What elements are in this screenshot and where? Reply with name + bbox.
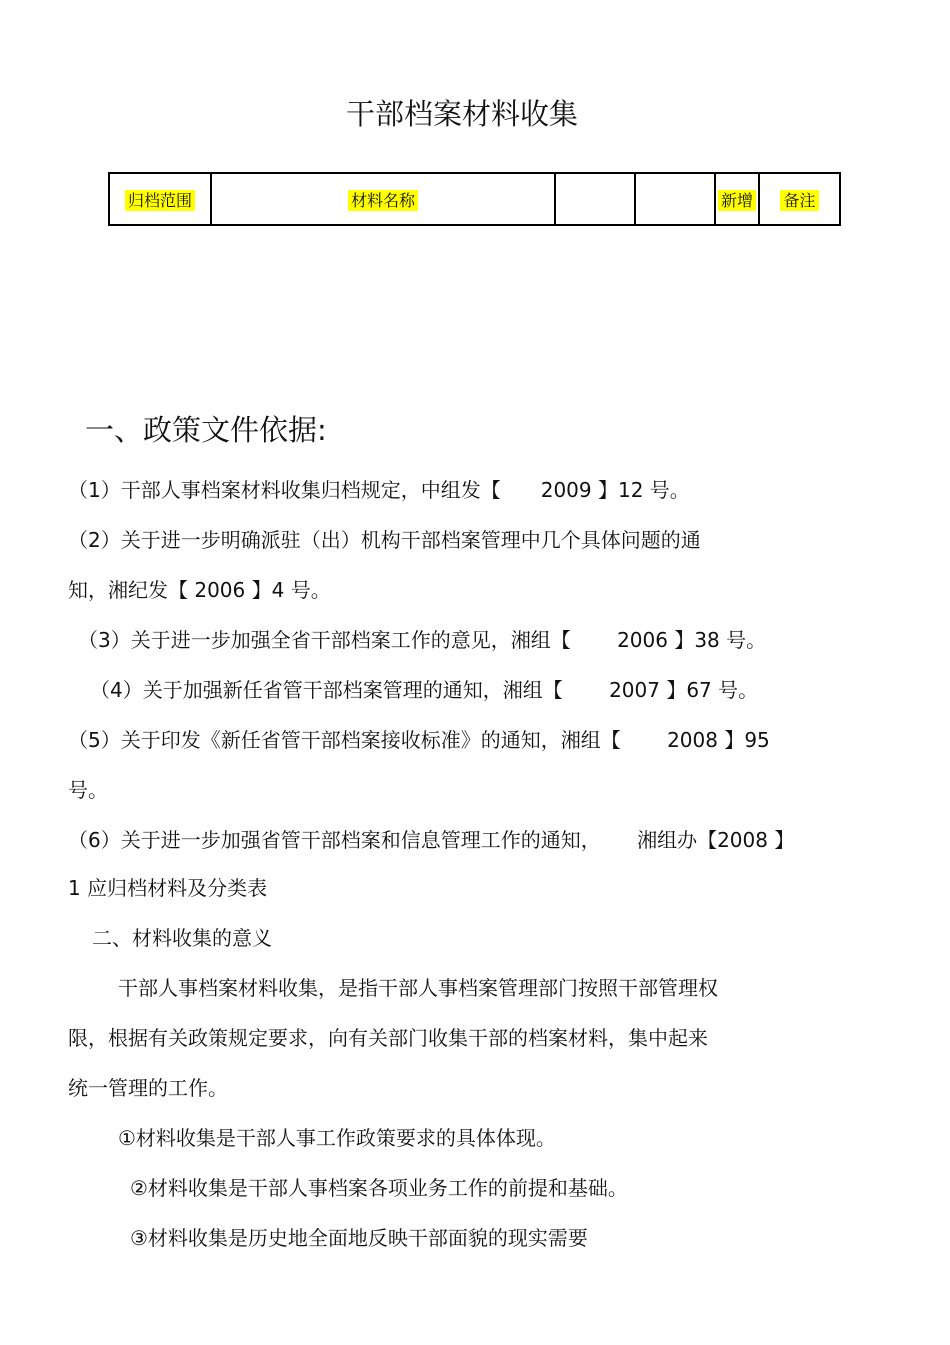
policy-item-6-cont: 1 应归档材料及分类表 <box>68 876 268 900</box>
policy-item-2-cont: 知，湘纪发【 2006 】4 号。 <box>68 578 331 602</box>
section-heading-significance: 二、材料收集的意义 <box>92 926 272 950</box>
policy-item-1: （1）干部人事档案材料收集归档规定，中组发【 2009 】12 号。 <box>68 478 690 502</box>
archive-table <box>108 172 841 226</box>
section-heading-policy: 一、政策文件依据: <box>85 413 327 447</box>
paragraph-line-2: 限，根据有关政策规定要求，向有关部门收集干部的档案材料，集中起来 <box>68 1026 708 1050</box>
policy-item-2: （2）关于进一步明确派驻（出）机构干部档案管理中几个具体问题的通 <box>68 528 701 552</box>
table-header-row <box>109 173 840 225</box>
policy-item-4: （4）关于加强新任省管干部档案管理的通知，湘组【 2007 】67 号。 <box>90 678 759 702</box>
policy-item-5: （5）关于印发《新任省管干部档案接收标准》的通知，湘组【 2008 】95 <box>68 728 770 752</box>
significance-point-2: ②材料收集是干部人事档案各项业务工作的前提和基础。 <box>130 1176 628 1200</box>
col-blank-2 <box>635 173 715 225</box>
col-remarks: 备注 <box>759 173 840 225</box>
col-blank-1 <box>555 173 635 225</box>
paragraph-line-1: 干部人事档案材料收集，是指干部人事档案管理部门按照干部管理权 <box>118 976 718 1000</box>
col-archive-scope: 归档范围 <box>109 173 211 225</box>
paragraph-line-3: 统一管理的工作。 <box>68 1076 228 1100</box>
policy-item-6: （6）关于进一步加强省管干部档案和信息管理工作的通知， 湘组办【2008 】 <box>68 828 795 852</box>
policy-item-3: （3）关于进一步加强全省干部档案工作的意见，湘组【 2006 】38 号。 <box>78 628 767 652</box>
page-title: 干部档案材料收集 <box>345 97 578 131</box>
significance-point-1: ①材料收集是干部人事工作政策要求的具体体现。 <box>118 1126 556 1150</box>
policy-item-5-cont: 号。 <box>68 778 108 802</box>
col-new-added: 新增 <box>715 173 759 225</box>
significance-point-3: ③材料收集是历史地全面地反映干部面貌的现实需要 <box>130 1226 588 1250</box>
col-material-name: 材料名称 <box>211 173 555 225</box>
